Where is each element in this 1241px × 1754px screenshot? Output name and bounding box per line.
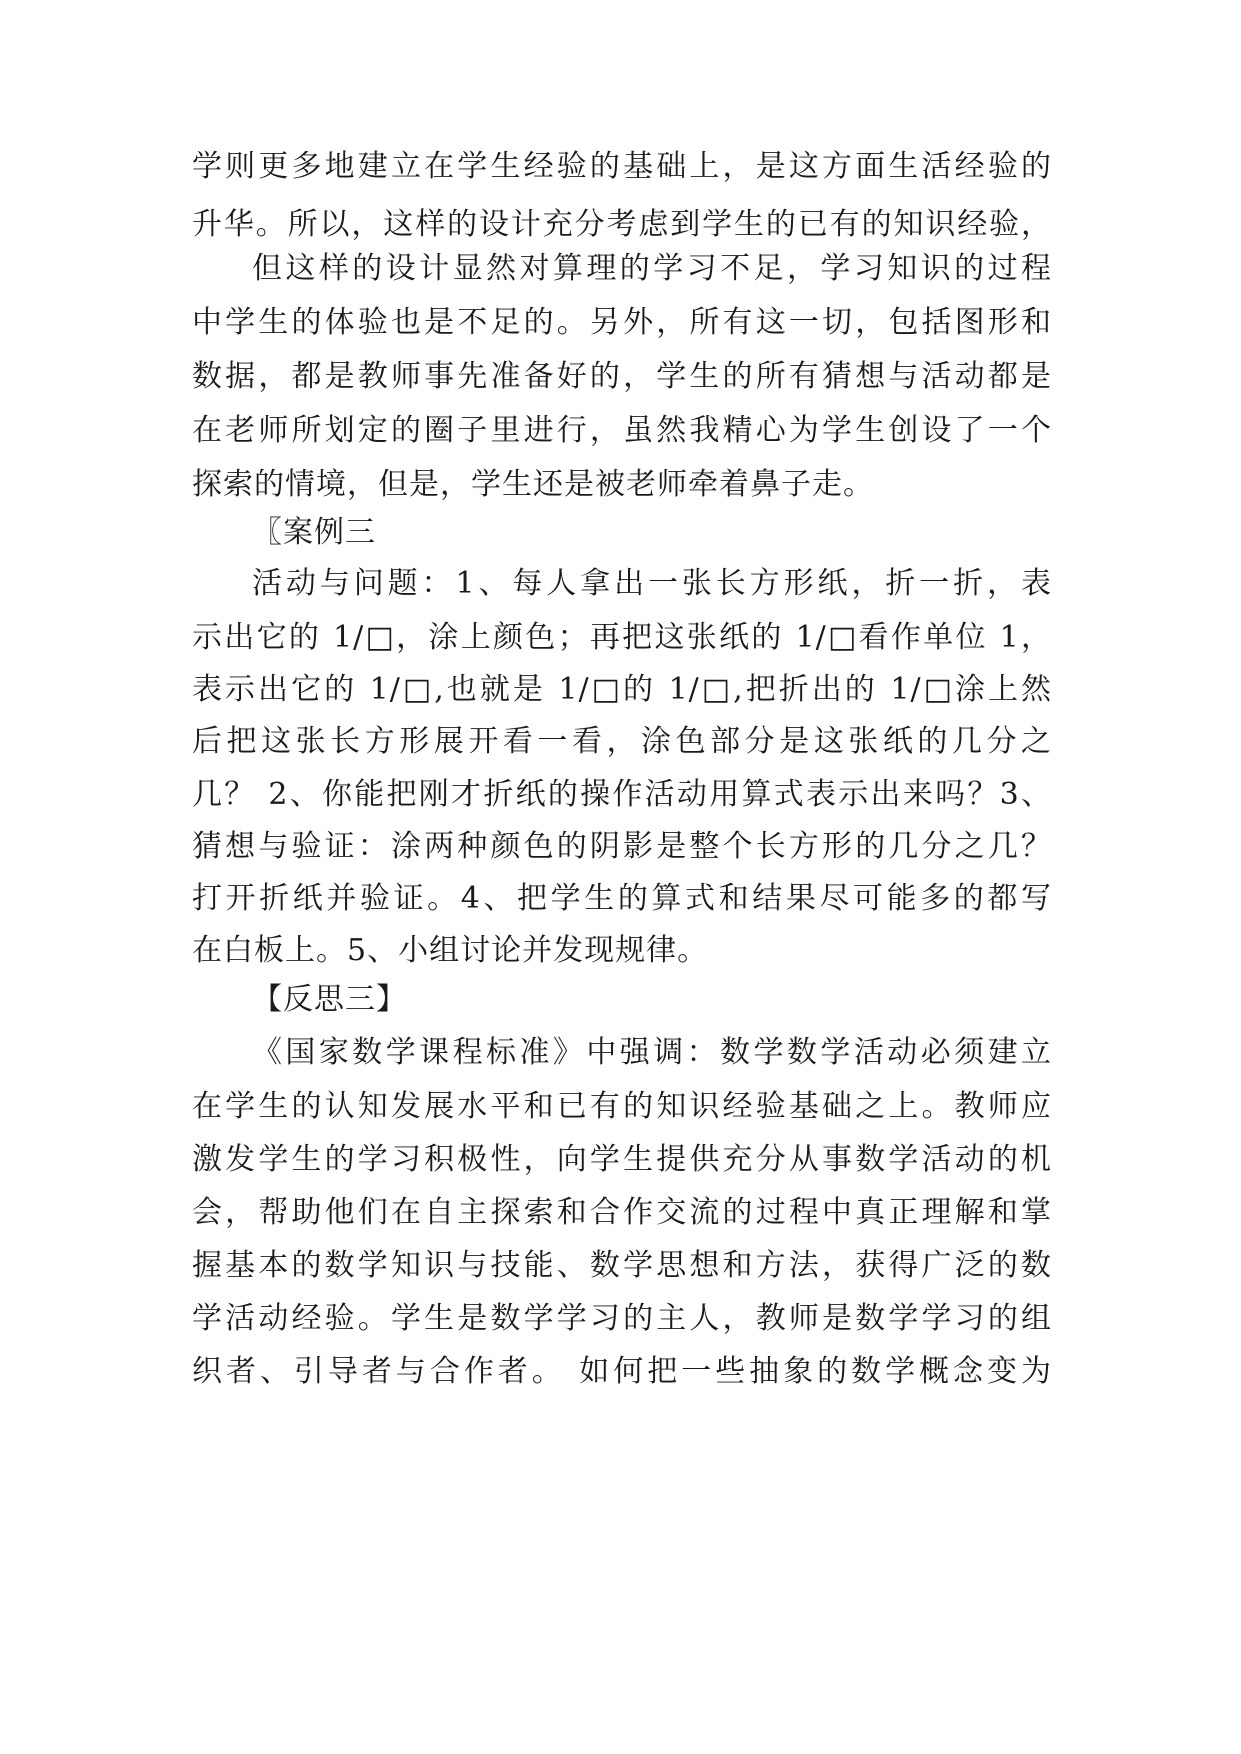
- text-line: 后把这张长方形展开看一看，涂色部分是这张纸的几分之: [192, 724, 1052, 759]
- text-line: 表示出它的 1/□,也就是 1/□的 1/□,把折出的 1/□涂上然: [192, 672, 1052, 707]
- text-line: 学活动经验。学生是数学学习的主人，教师是数学学习的组: [192, 1301, 1052, 1336]
- text-line: 几？ 2、你能把刚才折纸的操作活动用算式表示出来吗？3、: [192, 777, 1052, 812]
- text-line: 学则更多地建立在学生经验的基础上，是这方面生活经验的: [192, 149, 1052, 184]
- text-line: 数据，都是教师事先准备好的，学生的所有猜想与活动都是: [192, 359, 1052, 394]
- text-line: 探索的情境，但是，学生还是被老师牵着鼻子走。: [192, 467, 874, 502]
- text-line: 在学生的认知发展水平和已有的知识经验基础之上。教师应: [192, 1089, 1052, 1124]
- text-line: 猜想与验证：涂两种颜色的阴影是整个长方形的几分之几？: [192, 829, 1052, 864]
- text-line: 打开折纸并验证。4、把学生的算式和结果尽可能多的都写: [192, 881, 1052, 916]
- text-line: 在白板上。5、小组讨论并发现规律。: [192, 933, 709, 968]
- section-heading: 【反思三】: [252, 982, 407, 1017]
- text-line: 升华。所以，这样的设计充分考虑到学生的已有的知识经验，: [192, 207, 1052, 242]
- text-line: 活动与问题：1、每人拿出一张长方形纸，折一折，表: [252, 566, 1052, 601]
- text-line: 织者、引导者与合作者。 如何把一些抽象的数学概念变为: [192, 1354, 1052, 1389]
- text-line: 在老师所划定的圈子里进行，虽然我精心为学生创设了一个: [192, 413, 1052, 448]
- text-line: 但这样的设计显然对算理的学习不足，学习知识的过程: [252, 251, 1052, 286]
- section-heading: 〖案例三: [252, 515, 376, 550]
- text-line: 握基本的数学知识与技能、数学思想和方法，获得广泛的数: [192, 1248, 1052, 1283]
- text-line: 示出它的 1/□，涂上颜色；再把这张纸的 1/□看作单位 1，: [192, 620, 1052, 655]
- text-line: 《国家数学课程标准》中强调：数学数学活动必须建立: [252, 1035, 1052, 1070]
- text-line: 激发学生的学习积极性，向学生提供充分从事数学活动的机: [192, 1142, 1052, 1177]
- text-line: 中学生的体验也是不足的。另外，所有这一切，包括图形和: [192, 305, 1052, 340]
- text-line: 会，帮助他们在自主探索和合作交流的过程中真正理解和掌: [192, 1195, 1052, 1230]
